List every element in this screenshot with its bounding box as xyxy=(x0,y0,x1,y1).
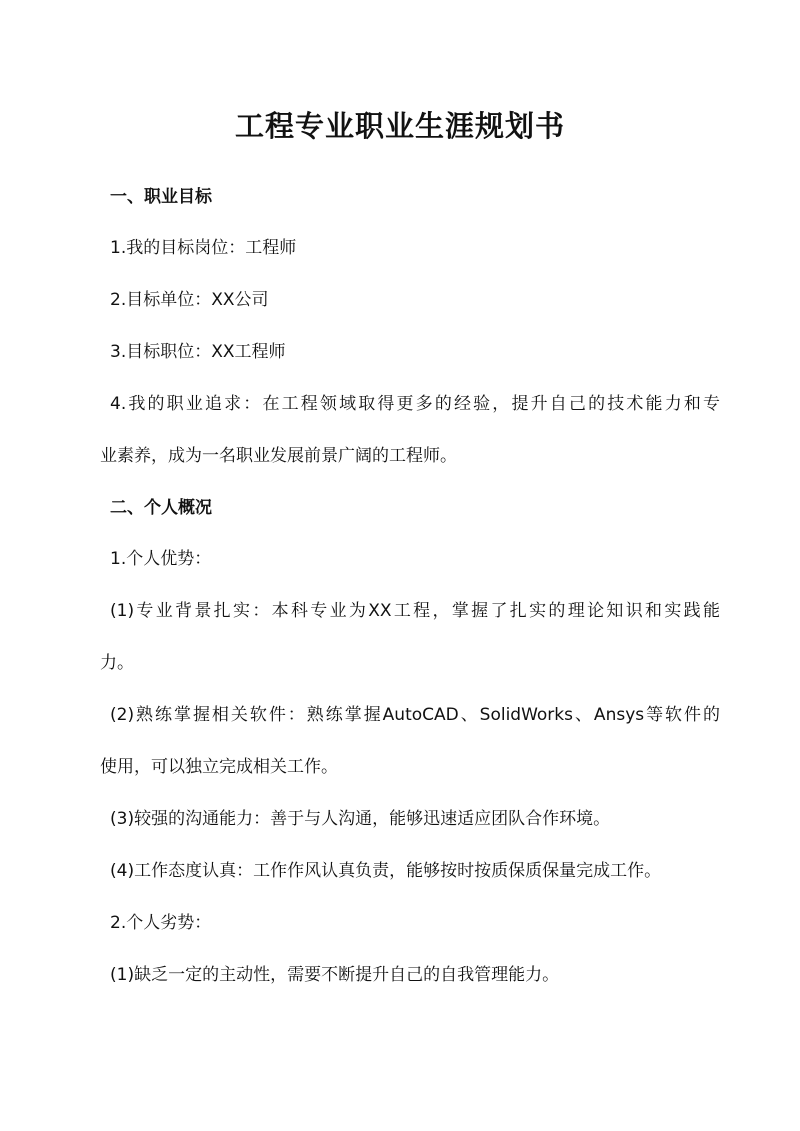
document-title: 工程专业职业生涯规划书 xyxy=(234,109,565,143)
goal-item-target-title: 3.目标职位：XX工程师 xyxy=(110,342,286,362)
section-heading-personal-overview: 二、个人概况 xyxy=(110,498,212,518)
strength-item-2-line2: 使用，可以独立完成相关工作。 xyxy=(100,757,338,777)
strength-item-3: (3)较强的沟通能力：善于与人沟通，能够迅速适应团队合作环境。 xyxy=(110,809,611,829)
goal-item-pursuit-line2: 业素养，成为一名职业发展前景广阔的工程师。 xyxy=(100,446,457,466)
strength-item-4: (4)工作态度认真：工作作风认真负责，能够按时按质保质保量完成工作。 xyxy=(110,861,662,881)
strength-item-1-line1: (1)专业背景扎实：本科专业为XX工程，掌握了扎实的理论知识和实践能 xyxy=(110,601,720,621)
strength-item-1-line2: 力。 xyxy=(100,653,134,673)
strength-item-2-line1: (2)熟练掌握相关软件：熟练掌握AutoCAD、SolidWorks、Ansys等软件的 xyxy=(110,705,720,725)
goal-item-pursuit-line1: 4.我的职业追求：在工程领域取得更多的经验，提升自己的技术能力和专 xyxy=(110,394,720,414)
weakness-item-1: (1)缺乏一定的主动性，需要不断提升自己的自我管理能力。 xyxy=(110,965,560,985)
goal-item-target-position: 1.我的目标岗位：工程师 xyxy=(110,238,297,258)
weaknesses-label: 2.个人劣势： xyxy=(110,913,212,933)
section-heading-career-goals: 一、职业目标 xyxy=(110,187,212,207)
goal-item-target-company: 2.目标单位：XX公司 xyxy=(110,290,269,310)
strengths-label: 1.个人优势： xyxy=(110,549,212,569)
